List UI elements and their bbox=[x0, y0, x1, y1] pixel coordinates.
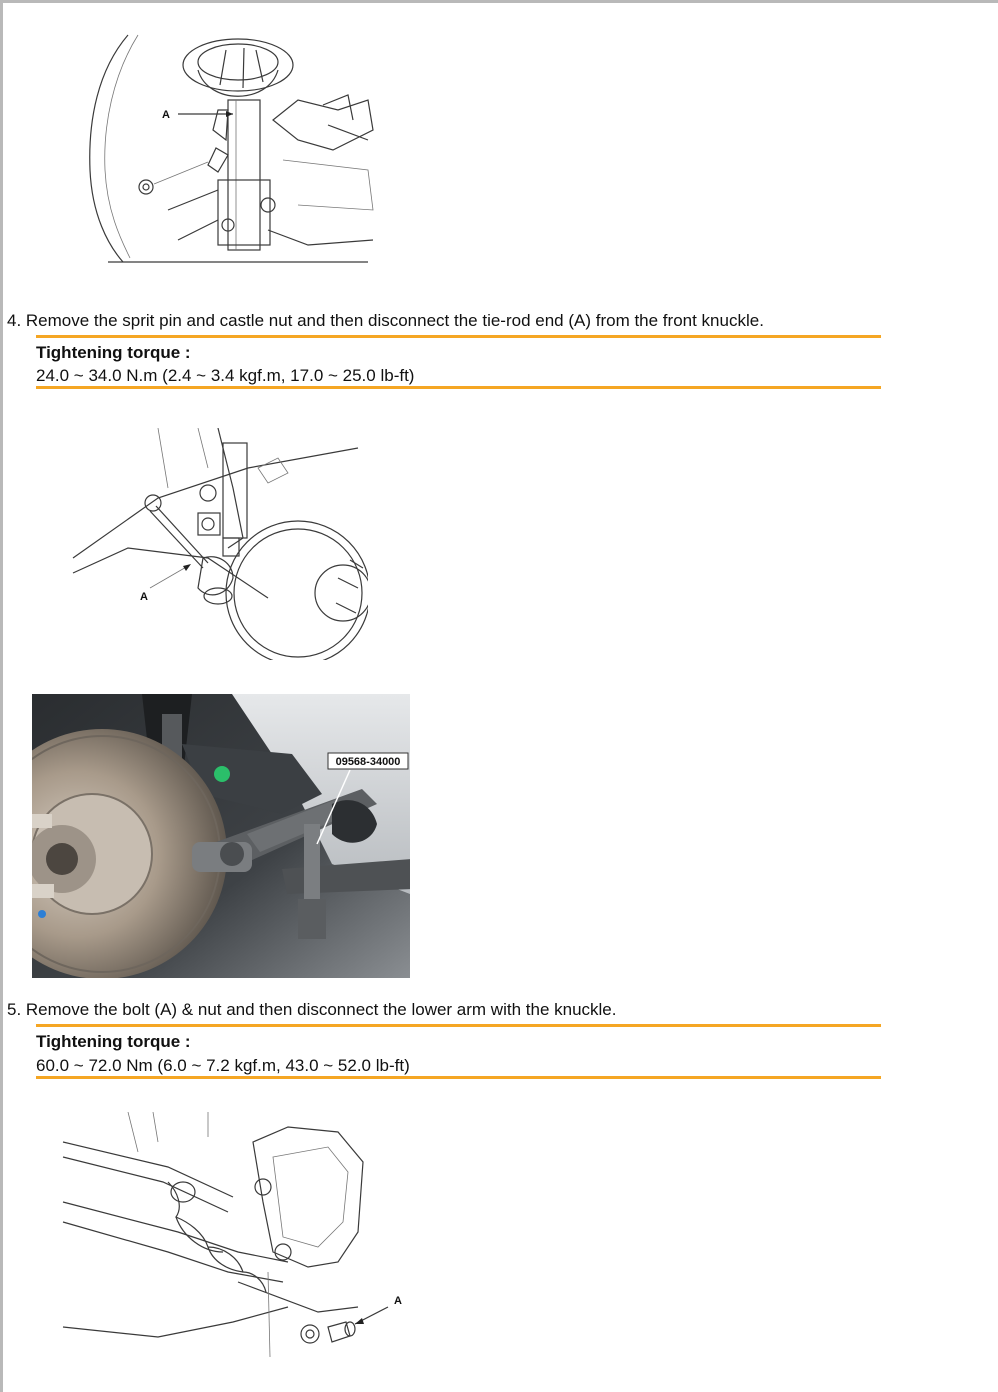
page-frame-left bbox=[0, 0, 3, 1392]
step-5-rule-top bbox=[36, 1024, 881, 1027]
lower-arm-illustration bbox=[58, 1112, 418, 1362]
step-4-torque-value: 24.0 ~ 34.0 N.m (2.4 ~ 3.4 kgf.m, 17.0 ~ 25.0 lb-ft) bbox=[36, 366, 415, 385]
step-5-rule-bottom bbox=[36, 1076, 881, 1079]
step-5-instruction: 5. Remove the bolt (A) & nut and then disconnect the lower arm with the knuckle. bbox=[7, 1000, 617, 1019]
tool-photo bbox=[32, 694, 410, 978]
lower-arm-callout-a: A bbox=[394, 1295, 402, 1307]
tie-rod-illustration bbox=[68, 428, 368, 660]
step-4-torque-label: Tightening torque : bbox=[36, 343, 191, 362]
step-4-rule-top bbox=[36, 335, 881, 338]
page-frame-top bbox=[0, 0, 998, 3]
tool-number-label: 09568-34000 bbox=[335, 756, 401, 768]
strut-callout-a: A bbox=[162, 109, 170, 121]
step-5-torque-value: 60.0 ~ 72.0 Nm (6.0 ~ 7.2 kgf.m, 43.0 ~ 52.0 lb-ft) bbox=[36, 1056, 410, 1075]
step-4-instruction: 4. Remove the sprit pin and castle nut and then disconnect the tie-rod end (A) from the front knuckle. bbox=[7, 311, 764, 330]
strut-illustration bbox=[68, 30, 380, 265]
step-5-torque-label: Tightening torque : bbox=[36, 1032, 191, 1051]
tie-rod-callout-a: A bbox=[140, 591, 148, 603]
step-4-rule-bottom bbox=[36, 386, 881, 389]
